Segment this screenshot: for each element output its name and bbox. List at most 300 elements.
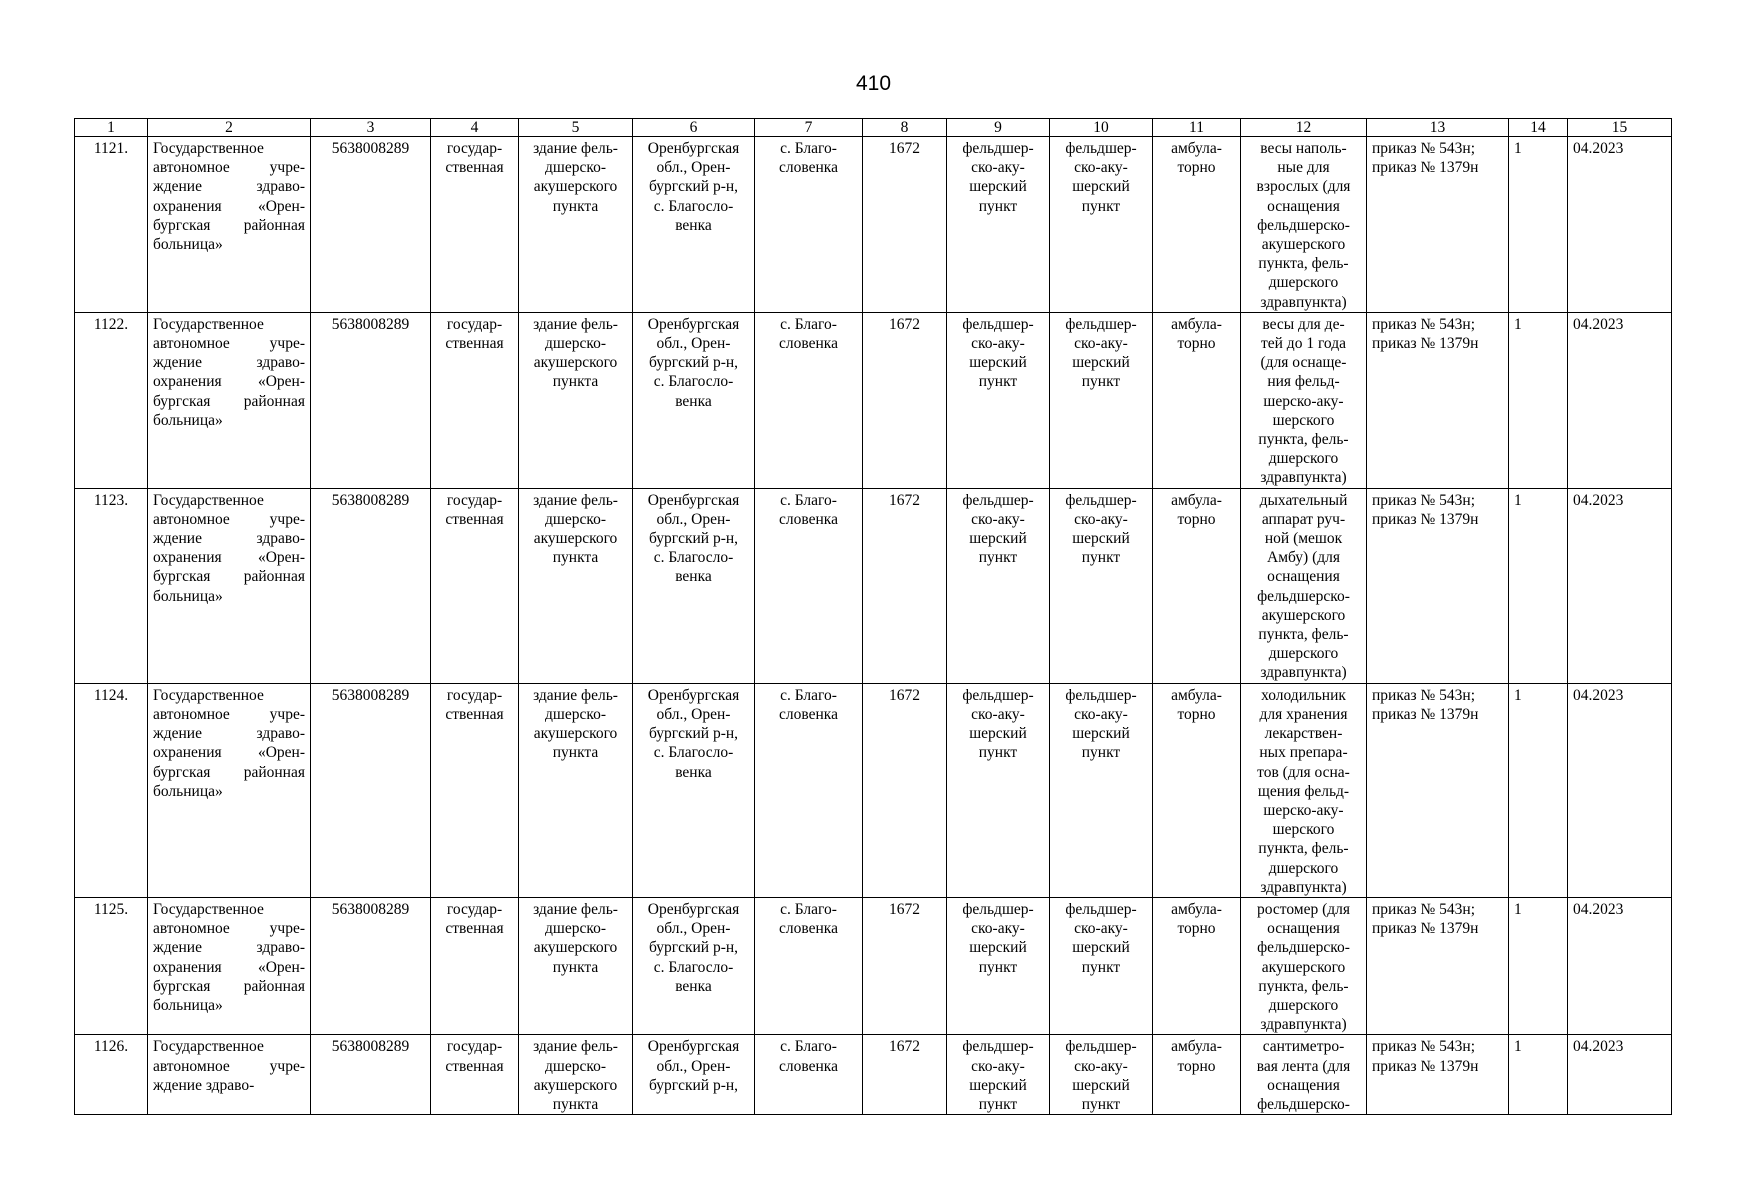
facility-type-line: ско-аку- <box>971 159 1025 177</box>
column-number-1: 1 <box>75 119 148 137</box>
facility-subtype-line: фельдшер- <box>1065 140 1137 157</box>
table-body <box>75 137 1672 1115</box>
facility-subtype-line: пункт <box>1081 1095 1121 1113</box>
building-line: дшерско- <box>545 920 606 938</box>
care-form-cell <box>1153 488 1241 683</box>
facility-subtype-line: ско-аку- <box>1074 705 1128 723</box>
organization-name-line: бургская районная <box>153 392 305 410</box>
equipment-line: весы для де- <box>1262 315 1345 333</box>
equipment-line: сантиметро- <box>1262 1038 1345 1056</box>
organization-name-line: Государственное <box>153 491 264 509</box>
building-cell <box>519 137 633 313</box>
facility-subtype-cell <box>1050 897 1153 1034</box>
organization-name-line: ждение здраво- <box>153 939 305 957</box>
equipment-line: здравпункта) <box>1260 878 1347 896</box>
facility-subtype-line: шерский <box>1072 530 1130 548</box>
facility-type-cell <box>947 1035 1050 1115</box>
equipment-line: холодильник <box>1261 686 1346 704</box>
facility-subtype-line: пункт <box>1081 549 1121 567</box>
building-line: дшерско- <box>545 335 606 353</box>
organization-name-line: бургская районная <box>153 216 305 234</box>
equipment-cell <box>1241 312 1367 488</box>
facility-type-line: пункт <box>978 744 1018 762</box>
quantity-cell: 1 <box>1509 1035 1568 1115</box>
building-line: дшерско- <box>545 159 606 177</box>
care-form-cell <box>1153 1035 1241 1115</box>
settlement-line: с. Благо- <box>780 315 837 333</box>
regulatory-order-line: приказ № 543н; <box>1372 900 1476 918</box>
equipment-line: оснащения <box>1267 568 1340 586</box>
address-line: венка <box>675 568 712 586</box>
equipment-line: пункта, фель- <box>1258 431 1349 449</box>
address-cell <box>633 1035 755 1115</box>
building-cell <box>519 683 633 897</box>
care-form-cell <box>1153 312 1241 488</box>
facility-type-cell <box>947 683 1050 897</box>
settlement-line: словенка <box>779 920 838 938</box>
building-line: дшерско- <box>545 1057 606 1075</box>
facility-type-line: ско-аку- <box>971 920 1025 938</box>
equipment-line: оснащения <box>1267 197 1340 215</box>
address-line: обл., Орен- <box>656 159 731 177</box>
population-cell: 1672 <box>863 1035 947 1115</box>
facility-type-line: ско-аку- <box>971 705 1025 723</box>
regulatory-order-cell <box>1367 312 1509 488</box>
equipment-line: шерско-аку- <box>1263 392 1344 410</box>
care-form-line: торно <box>1177 510 1216 528</box>
settlement-line: с. Благо- <box>780 686 837 704</box>
page-number: 410 <box>855 72 892 95</box>
building-line: пункта <box>552 744 599 762</box>
equipment-line: фельдшерско- <box>1257 587 1350 605</box>
column-number-14: 14 <box>1509 119 1568 137</box>
ownership-form-cell <box>431 683 519 897</box>
address-cell <box>633 897 755 1034</box>
address-line: бургский р-н, <box>648 354 739 372</box>
inn-cell: 5638008289 <box>311 897 431 1034</box>
organization-name-line: автономное учре- <box>153 159 305 177</box>
facility-subtype-cell <box>1050 683 1153 897</box>
settlement-cell <box>755 488 863 683</box>
ownership-form-line: ственная <box>445 335 504 353</box>
facility-subtype-line: шерский <box>1072 1076 1130 1094</box>
care-form-line: торно <box>1177 920 1216 938</box>
address-line: с. Благосло- <box>653 744 734 762</box>
organization-name-line: охранения «Орен- <box>153 373 305 391</box>
building-cell <box>519 312 633 488</box>
equipment-line: здравпункта) <box>1260 293 1347 311</box>
regulatory-order-cell <box>1367 137 1509 313</box>
equipment-line: ной (мешок <box>1264 530 1343 548</box>
building-cell <box>519 488 633 683</box>
address-line: венка <box>675 216 712 234</box>
column-number-9: 9 <box>947 119 1050 137</box>
table-row <box>75 1035 1672 1115</box>
address-line: бургский р-н, <box>648 178 739 196</box>
address-line: с. Благосло- <box>653 549 734 567</box>
address-line: Оренбургская <box>647 900 740 918</box>
facility-subtype-cell <box>1050 488 1153 683</box>
regulatory-order-cell <box>1367 1035 1509 1115</box>
ownership-form-line: ственная <box>445 159 504 177</box>
building-line: здание фель- <box>533 315 618 333</box>
equipment-line: пункта, фель- <box>1258 977 1349 995</box>
care-form-line: торно <box>1177 705 1216 723</box>
equipment-line: фельдшерско- <box>1257 939 1350 957</box>
table-row <box>75 897 1672 1034</box>
regulatory-order-line: приказ № 543н; <box>1372 686 1476 704</box>
organization-name-line: автономное учре- <box>153 705 305 723</box>
facility-type-line: пункт <box>978 958 1018 976</box>
organization-name-line: автономное учре- <box>153 335 305 353</box>
column-number-11: 11 <box>1153 119 1241 137</box>
settlement-cell <box>755 137 863 313</box>
equipment-line: акушерского <box>1261 958 1346 976</box>
organization-name-line: ждение здраво- <box>153 178 305 196</box>
facility-subtype-line: пункт <box>1081 744 1121 762</box>
address-line: бургский р-н, <box>648 530 739 548</box>
address-line: обл., Орен- <box>656 335 731 353</box>
care-form-line: торно <box>1177 159 1216 177</box>
facility-type-line: пункт <box>978 373 1018 391</box>
quantity-cell: 1 <box>1509 683 1568 897</box>
equipment-line: тов (для осна- <box>1257 763 1350 781</box>
address-line: с. Благосло- <box>653 197 734 215</box>
address-line: с. Благосло- <box>653 958 734 976</box>
organization-name-line: больница» <box>153 782 223 800</box>
equipment-line: лекарствен- <box>1264 725 1343 743</box>
table-row <box>75 137 1672 313</box>
address-line: венка <box>675 977 712 995</box>
equipment-cell <box>1241 897 1367 1034</box>
organization-name-line: больница» <box>153 411 223 429</box>
regulatory-order-line: приказ № 1379н <box>1372 1057 1479 1075</box>
organization-name-line: Государственное <box>153 686 264 704</box>
settlement-cell <box>755 897 863 1034</box>
equipment-line: пункта, фель- <box>1258 840 1349 858</box>
address-cell <box>633 137 755 313</box>
register-table <box>74 118 1672 1115</box>
column-number-10: 10 <box>1050 119 1153 137</box>
organization-name-line: больница» <box>153 236 223 254</box>
equipment-line: здравпункта) <box>1260 664 1347 682</box>
building-line: пункта <box>552 958 599 976</box>
facility-subtype-line: шерский <box>1072 725 1130 743</box>
equipment-line: ных препара- <box>1259 744 1348 762</box>
building-line: пункта <box>552 197 599 215</box>
ownership-form-cell <box>431 312 519 488</box>
equipment-line: шерского <box>1272 411 1335 429</box>
building-line: акушерского <box>533 1076 618 1094</box>
care-form-line: амбула- <box>1171 491 1222 509</box>
column-number-13: 13 <box>1367 119 1509 137</box>
building-line: здание фель- <box>533 140 618 157</box>
facility-subtype-line: фельдшер- <box>1065 315 1137 333</box>
equipment-line: аппарат руч- <box>1261 510 1346 528</box>
facility-type-line: шерский <box>969 1076 1027 1094</box>
organization-name-line: охранения «Орен- <box>153 744 305 762</box>
equipment-line: оснащения <box>1267 920 1340 938</box>
address-cell <box>633 488 755 683</box>
equipment-cell <box>1241 683 1367 897</box>
building-line: пункта <box>552 549 599 567</box>
facility-subtype-line: ско-аку- <box>1074 335 1128 353</box>
column-number-15: 15 <box>1568 119 1672 137</box>
equipment-line: шерско-аку- <box>1263 801 1344 819</box>
column-number-6: 6 <box>633 119 755 137</box>
inn-cell: 5638008289 <box>311 1035 431 1115</box>
equipment-line: взрослых (для <box>1256 178 1351 196</box>
facility-subtype-line: фельдшер- <box>1065 900 1137 918</box>
column-number-row <box>75 119 1672 137</box>
population-cell: 1672 <box>863 137 947 313</box>
row-number-cell: 1126. <box>75 1035 148 1115</box>
facility-type-line: шерский <box>969 178 1027 196</box>
organization-name-line: Государственное <box>153 140 264 157</box>
organization-name-cell <box>148 1035 311 1115</box>
facility-subtype-line: пункт <box>1081 373 1121 391</box>
building-cell <box>519 897 633 1034</box>
facility-type-cell <box>947 312 1050 488</box>
address-line: бургский р-н, <box>648 1076 739 1094</box>
facility-type-line: фельдшер- <box>962 686 1034 704</box>
organization-name-line: ждение здраво- <box>153 725 305 743</box>
equipment-line: вая лента (для <box>1256 1057 1351 1075</box>
date-cell: 04.2023 <box>1568 312 1672 488</box>
equipment-cell <box>1241 137 1367 313</box>
address-line: Оренбургская <box>647 140 740 157</box>
equipment-line: для хранения <box>1259 705 1348 723</box>
facility-type-line: пункт <box>978 197 1018 215</box>
organization-name-cell <box>148 683 311 897</box>
care-form-line: амбула- <box>1171 140 1222 157</box>
building-line: акушерского <box>533 178 618 196</box>
table-row <box>75 488 1672 683</box>
column-number-8: 8 <box>863 119 947 137</box>
building-line: акушерского <box>533 939 618 957</box>
facility-type-line: пункт <box>978 1095 1018 1113</box>
facility-type-line: фельдшер- <box>962 900 1034 918</box>
date-cell: 04.2023 <box>1568 137 1672 313</box>
organization-name-line: охранения «Орен- <box>153 197 305 215</box>
ownership-form-line: государ- <box>446 315 503 333</box>
quantity-cell: 1 <box>1509 312 1568 488</box>
equipment-line: пункта, фель- <box>1258 626 1349 644</box>
ownership-form-line: ственная <box>445 920 504 938</box>
date-cell: 04.2023 <box>1568 897 1672 1034</box>
facility-type-line: ско-аку- <box>971 335 1025 353</box>
regulatory-order-cell <box>1367 683 1509 897</box>
facility-subtype-line: шерский <box>1072 178 1130 196</box>
equipment-line: дыхательный <box>1259 491 1348 509</box>
equipment-line: дшерского <box>1268 859 1339 877</box>
organization-name-cell <box>148 137 311 313</box>
care-form-line: амбула- <box>1171 315 1222 333</box>
organization-name-line: бургская районная <box>153 977 305 995</box>
regulatory-order-cell <box>1367 897 1509 1034</box>
settlement-line: словенка <box>779 1057 838 1075</box>
column-number-2: 2 <box>148 119 311 137</box>
inn-cell: 5638008289 <box>311 683 431 897</box>
table-row <box>75 683 1672 897</box>
equipment-line: пункта, фель- <box>1258 255 1349 273</box>
ownership-form-line: ственная <box>445 1057 504 1075</box>
building-line: здание фель- <box>533 1038 618 1056</box>
care-form-line: торно <box>1177 335 1216 353</box>
organization-name-line: бургская районная <box>153 763 305 781</box>
facility-subtype-line: шерский <box>1072 354 1130 372</box>
address-line: венка <box>675 763 712 781</box>
equipment-line: ния фельд- <box>1267 373 1340 391</box>
settlement-line: словенка <box>779 705 838 723</box>
address-line: бургский р-н, <box>648 725 739 743</box>
facility-type-cell <box>947 137 1050 313</box>
settlement-line: словенка <box>779 159 838 177</box>
facility-subtype-line: ско-аку- <box>1074 920 1128 938</box>
equipment-line: здравпункта) <box>1260 469 1347 487</box>
building-line: пункта <box>552 1095 599 1113</box>
table-row <box>75 312 1672 488</box>
inn-cell: 5638008289 <box>311 137 431 313</box>
column-number-3: 3 <box>311 119 431 137</box>
regulatory-order-line: приказ № 1379н <box>1372 510 1479 528</box>
building-line: здание фель- <box>533 686 618 704</box>
settlement-cell <box>755 683 863 897</box>
facility-type-line: фельдшер- <box>962 1038 1034 1056</box>
population-cell: 1672 <box>863 683 947 897</box>
organization-name-cell <box>148 488 311 683</box>
building-line: акушерского <box>533 354 618 372</box>
facility-subtype-line: пункт <box>1081 958 1121 976</box>
settlement-line: с. Благо- <box>780 1038 837 1056</box>
ownership-form-cell <box>431 137 519 313</box>
inn-cell: 5638008289 <box>311 488 431 683</box>
regulatory-order-line: приказ № 543н; <box>1372 491 1476 509</box>
regulatory-order-line: приказ № 1379н <box>1372 705 1479 723</box>
equipment-line: акушерского <box>1261 236 1346 254</box>
settlement-line: с. Благо- <box>780 900 837 918</box>
address-line: обл., Орен- <box>656 920 731 938</box>
address-cell <box>633 312 755 488</box>
facility-subtype-line: ско-аку- <box>1074 510 1128 528</box>
organization-name-cell <box>148 897 311 1034</box>
facility-subtype-line: пункт <box>1081 197 1121 215</box>
ownership-form-line: государ- <box>446 140 503 157</box>
equipment-line: фельдшерско- <box>1257 1095 1350 1113</box>
facility-subtype-cell <box>1050 1035 1153 1115</box>
equipment-line: ные для <box>1277 159 1330 177</box>
facility-type-cell <box>947 488 1050 683</box>
facility-type-line: фельдшер- <box>962 140 1034 157</box>
equipment-line: дшерского <box>1268 274 1339 292</box>
organization-name-line: автономное учре- <box>153 920 305 938</box>
facility-type-line: фельдшер- <box>962 491 1034 509</box>
settlement-line: словенка <box>779 510 838 528</box>
equipment-line: тей до 1 года <box>1260 335 1346 353</box>
building-line: акушерского <box>533 530 618 548</box>
population-cell: 1672 <box>863 897 947 1034</box>
care-form-cell <box>1153 897 1241 1034</box>
building-line: здание фель- <box>533 491 618 509</box>
equipment-line: ростомер (для <box>1256 900 1350 918</box>
equipment-line: (для оснаще- <box>1260 354 1347 372</box>
facility-subtype-line: фельдшер- <box>1065 1038 1137 1056</box>
organization-name-line: больница» <box>153 996 223 1014</box>
equipment-line: фельдшерско- <box>1257 216 1350 234</box>
organization-name-line: ждение здраво- <box>153 354 305 372</box>
organization-name-cell <box>148 312 311 488</box>
ownership-form-line: государ- <box>446 900 503 918</box>
regulatory-order-line: приказ № 543н; <box>1372 140 1476 157</box>
organization-name-line: ждение здраво- <box>153 1076 255 1094</box>
equipment-line: здравпункта) <box>1260 1016 1347 1034</box>
ownership-form-line: государ- <box>446 1038 503 1056</box>
row-number-cell: 1122. <box>75 312 148 488</box>
equipment-line: акушерского <box>1261 606 1346 624</box>
date-cell: 04.2023 <box>1568 683 1672 897</box>
facility-type-line: ско-аку- <box>971 510 1025 528</box>
date-cell: 04.2023 <box>1568 488 1672 683</box>
row-number-cell: 1124. <box>75 683 148 897</box>
organization-name-line: автономное учре- <box>153 510 305 528</box>
quantity-cell: 1 <box>1509 137 1568 313</box>
population-cell: 1672 <box>863 312 947 488</box>
ownership-form-line: государ- <box>446 491 503 509</box>
regulatory-order-cell <box>1367 488 1509 683</box>
ownership-form-cell <box>431 897 519 1034</box>
facility-subtype-line: ско-аку- <box>1074 1057 1128 1075</box>
facility-subtype-line: ско-аку- <box>1074 159 1128 177</box>
organization-name-line: Государственное <box>153 1038 264 1056</box>
ownership-form-cell <box>431 1035 519 1115</box>
facility-type-line: пункт <box>978 549 1018 567</box>
regulatory-order-line: приказ № 543н; <box>1372 315 1476 333</box>
facility-type-line: ско-аку- <box>971 1057 1025 1075</box>
facility-type-line: шерский <box>969 939 1027 957</box>
address-line: бургский р-н, <box>648 939 739 957</box>
address-line: Оренбургская <box>647 1038 740 1056</box>
building-cell <box>519 1035 633 1115</box>
care-form-line: амбула- <box>1171 1038 1222 1056</box>
address-line: Оренбургская <box>647 686 740 704</box>
organization-name-line: больница» <box>153 587 223 605</box>
organization-name-line: Государственное <box>153 315 264 333</box>
facility-type-line: шерский <box>969 530 1027 548</box>
ownership-form-line: государ- <box>446 686 503 704</box>
regulatory-order-line: приказ № 1379н <box>1372 159 1479 177</box>
organization-name-line: автономное учре- <box>153 1057 305 1075</box>
equipment-cell <box>1241 1035 1367 1115</box>
equipment-line: щения фельд- <box>1257 782 1350 800</box>
equipment-line: дшерского <box>1268 996 1339 1014</box>
facility-type-line: шерский <box>969 725 1027 743</box>
inn-cell: 5638008289 <box>311 312 431 488</box>
equipment-line: дшерского <box>1268 450 1339 468</box>
row-number-cell: 1123. <box>75 488 148 683</box>
address-line: с. Благосло- <box>653 373 734 391</box>
address-line: обл., Орен- <box>656 1057 731 1075</box>
equipment-line: дшерского <box>1268 645 1339 663</box>
organization-name-line: бургская районная <box>153 568 305 586</box>
ownership-form-cell <box>431 488 519 683</box>
row-number-cell: 1125. <box>75 897 148 1034</box>
settlement-line: с. Благо- <box>780 140 837 157</box>
facility-subtype-cell <box>1050 137 1153 313</box>
address-line: обл., Орен- <box>656 510 731 528</box>
date-cell: 04.2023 <box>1568 1035 1672 1115</box>
address-line: Оренбургская <box>647 491 740 509</box>
equipment-line: шерского <box>1272 821 1335 839</box>
